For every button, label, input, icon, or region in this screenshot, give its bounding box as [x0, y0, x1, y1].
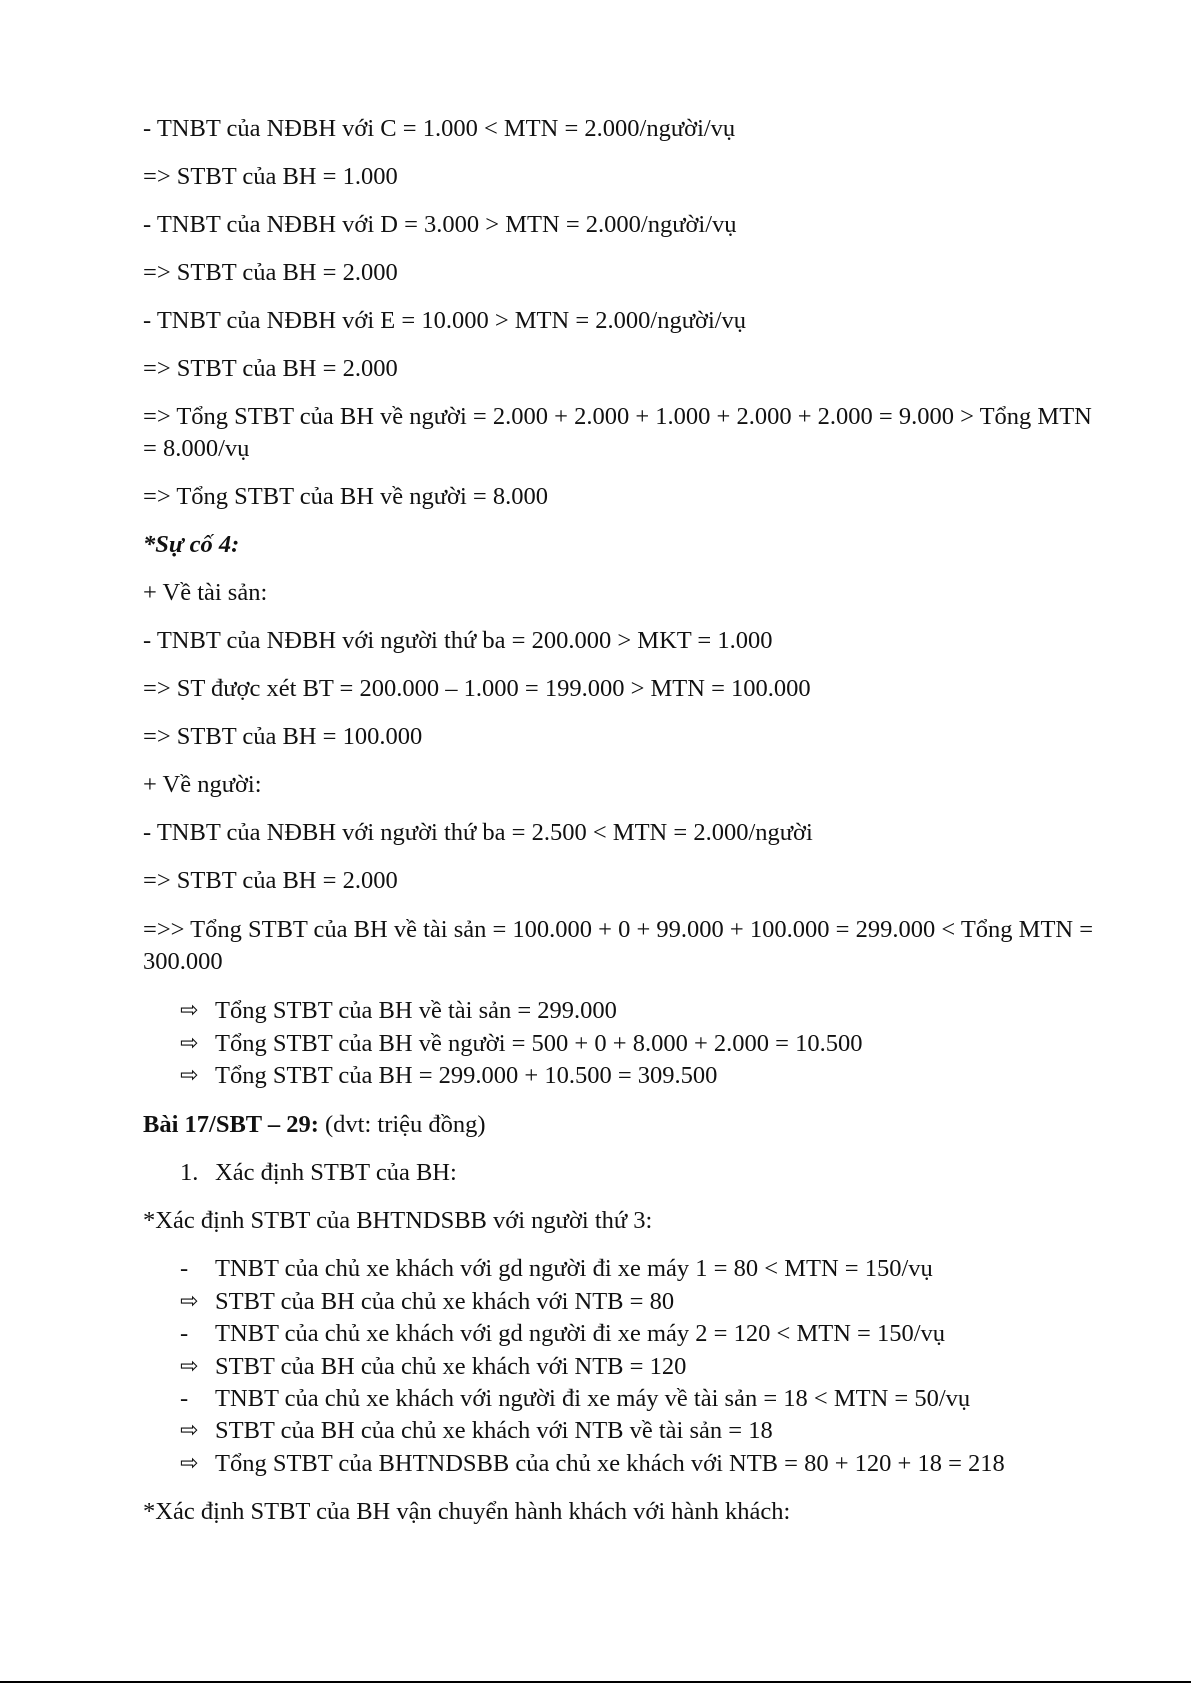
exercise-unit: (dvt: triệu đồng) — [318, 1111, 486, 1138]
text-line: => STBT của BH = 100.000 — [143, 723, 423, 750]
text-line: => ST được xét BT = 200.000 – 1.000 = 199.000 > MTN = 100.000 — [143, 675, 811, 702]
list-item: TNBT của chủ xe khách với người đi xe máy về tài sản = 18 < MTN = 50/vụ — [215, 1385, 971, 1412]
arrow-icon: ⇨ — [180, 1451, 199, 1476]
text-line: + Về tài sản: — [143, 579, 268, 606]
page-bottom-rule — [0, 1681, 1191, 1683]
list-item: STBT của BH của chủ xe khách với NTB về tài sản = 18 — [215, 1417, 773, 1444]
text-line: + Về người: — [143, 771, 262, 798]
text-line: - TNBT của NĐBH với người thứ ba = 200.000 > MKT = 1.000 — [143, 627, 773, 654]
text-line: => Tổng STBT của BH về người = 8.000 — [143, 483, 549, 510]
text-line: - TNBT của NĐBH với C = 1.000 < MTN = 2.000/người/vụ — [143, 115, 736, 142]
arrow-icon: ⇨ — [180, 1031, 199, 1056]
list-marker: - — [180, 1385, 189, 1412]
text-line: => STBT của BH = 1.000 — [143, 163, 398, 190]
text-line: => STBT của BH = 2.000 — [143, 355, 398, 382]
list-item: STBT của BH của chủ xe khách với NTB = 120 — [215, 1353, 687, 1380]
arrow-icon: ⇨ — [180, 1354, 199, 1379]
list-marker: - — [180, 1320, 189, 1347]
list-item: TNBT của chủ xe khách với gd người đi xe máy 2 = 120 < MTN = 150/vụ — [215, 1320, 946, 1347]
list-item: STBT của BH của chủ xe khách với NTB = 80 — [215, 1288, 675, 1315]
summary-item: Tổng STBT của BH về người = 500 + 0 + 8.000 + 2.000 = 10.500 — [215, 1030, 863, 1057]
text-line: - TNBT của NĐBH với D = 3.000 > MTN = 2.000/người/vụ — [143, 211, 737, 238]
text-line: => STBT của BH = 2.000 — [143, 867, 398, 894]
arrow-icon: ⇨ — [180, 1063, 199, 1088]
exercise-heading — [143, 1109, 1103, 1141]
arrow-icon: ⇨ — [180, 1418, 199, 1443]
text-line: - TNBT của NĐBH với người thứ ba = 2.500 < MTN = 2.000/người — [143, 819, 813, 846]
section-label: *Xác định STBT của BH vận chuyển hành khách với hành khách: — [143, 1498, 791, 1525]
arrow-icon: ⇨ — [180, 1289, 199, 1314]
section-label: *Xác định STBT của BHTNDSBB với người thứ 3: — [143, 1207, 653, 1234]
step-text: Xác định STBT của BH: — [215, 1159, 457, 1186]
exercise-title: Bài 17/SBT – 29: — [143, 1111, 319, 1138]
text-line: => Tổng STBT của BH về người = 2.000 + 2.000 + 1.000 + 2.000 + 2.000 = 9.000 > Tổng MTN = 8.000/vụ — [143, 403, 1092, 462]
text-line: =>> Tổng STBT của BH về tài sản = 100.000 + 0 + 99.000 + 100.000 = 299.000 < Tổng MTN = 300.000 — [143, 916, 1094, 975]
summary-item: Tổng STBT của BH về tài sản = 299.000 — [215, 997, 617, 1024]
arrow-icon: ⇨ — [180, 998, 199, 1023]
step-number: 1. — [180, 1159, 199, 1186]
list-marker: - — [180, 1255, 189, 1282]
summary-item: Tổng STBT của BH = 299.000 + 10.500 = 309.500 — [215, 1062, 718, 1089]
list-item: Tổng STBT của BHTNDSBB của chủ xe khách với NTB = 80 + 120 + 18 = 218 — [215, 1450, 1005, 1477]
text-line: => STBT của BH = 2.000 — [143, 259, 398, 286]
section-heading: *Sự cố 4: — [143, 531, 240, 558]
text-line: - TNBT của NĐBH với E = 10.000 > MTN = 2.000/người/vụ — [143, 307, 747, 334]
list-item: TNBT của chủ xe khách với gd người đi xe máy 1 = 80 < MTN = 150/vụ — [215, 1255, 933, 1282]
